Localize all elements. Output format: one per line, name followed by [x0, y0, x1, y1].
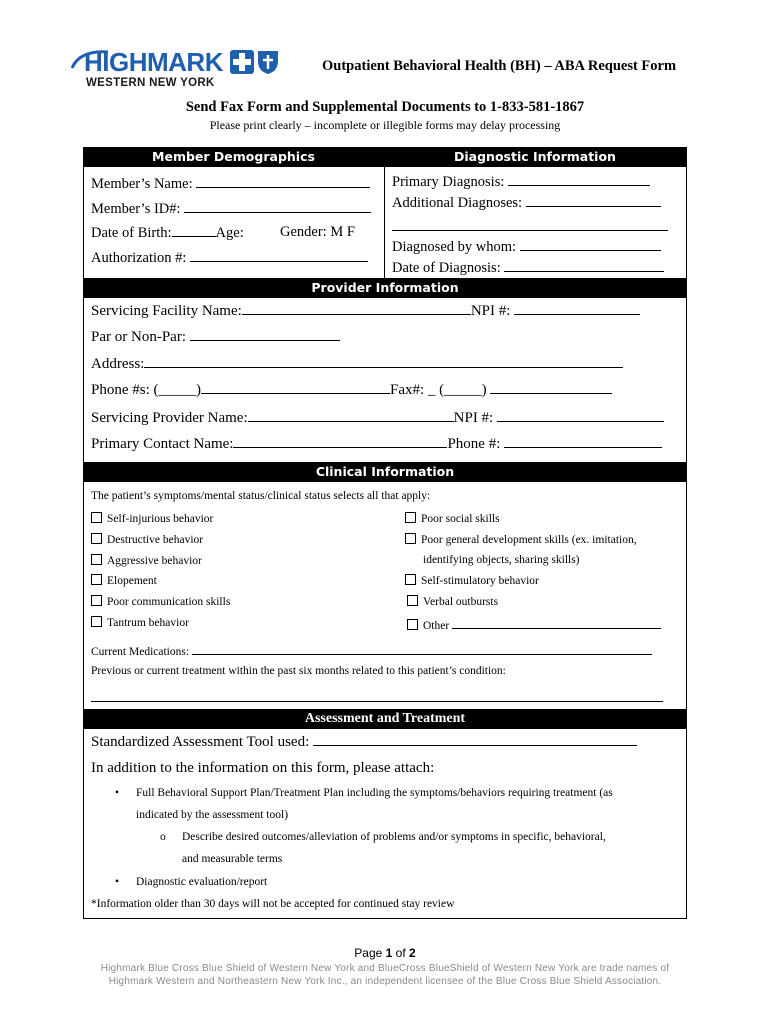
medications-field[interactable] — [91, 642, 652, 658]
bullet-icon: • — [115, 787, 120, 799]
checkbox-icon — [407, 619, 418, 630]
symptom-checkbox[interactable]: Tantrum behavior — [91, 616, 189, 629]
form-title: Outpatient Behavioral Health (BH) – ABA Request Form — [322, 58, 677, 74]
symptom-checkbox[interactable]: Elopement — [91, 574, 157, 587]
logo-main-text: HIGHMARK — [84, 47, 223, 77]
attachment-sub-item: Describe desired outcomes/alleviation of problems and/or symptoms in specific, behavioral, — [182, 831, 606, 843]
additional-diagnoses-field[interactable] — [392, 194, 661, 212]
company-logo — [70, 44, 285, 94]
additional-diagnoses-line[interactable] — [392, 230, 668, 231]
checkbox-icon — [91, 595, 102, 606]
address-label: Address: — [91, 356, 145, 372]
par-label: Par or Non-Par: — [91, 329, 186, 345]
clinical-information-heading: Clinical Information — [83, 462, 687, 482]
npi2-label: NPI #: — [453, 410, 494, 426]
checkbox-icon — [91, 616, 102, 627]
symptom-checkbox[interactable]: Poor social skills — [405, 512, 500, 525]
gender-field[interactable] — [280, 224, 355, 241]
member-name-label: Member’s Name: — [91, 176, 193, 192]
phone-label: Phone #s: (_____) — [91, 382, 201, 398]
checkbox-icon — [405, 533, 416, 544]
print-instruction: Please print clearly – incomplete or illegible forms may delay processing — [209, 118, 561, 132]
contact-name-field[interactable] — [91, 435, 662, 453]
blue-cross-icon — [230, 50, 254, 74]
assessment-tool-field[interactable] — [91, 733, 637, 751]
sub-bullet-icon: o — [160, 831, 166, 843]
symptom-checkbox[interactable]: Destructive behavior — [91, 533, 203, 546]
age-label: Age: — [215, 225, 244, 241]
address-field[interactable] — [91, 355, 623, 373]
symptom-checkbox[interactable]: Poor communication skills — [91, 595, 230, 608]
medications-label: Current Medications: — [91, 646, 190, 658]
symptom-checkbox[interactable]: Aggressive behavior — [91, 554, 202, 567]
symptom-continuation: identifying objects, sharing skills) — [423, 554, 580, 566]
clinical-intro: The patient’s symptoms/mental status/clinical status selects all that apply: — [91, 490, 431, 502]
legal-notice-line2: Highmark Western and Northeastern New York Inc., an independent licensee of the Blue Cross Blue Shield Association. — [108, 976, 662, 987]
phone-field[interactable] — [91, 381, 612, 399]
provider-name-field[interactable] — [91, 409, 664, 427]
blue-shield-icon — [257, 49, 279, 75]
attachment-item: Diagnostic evaluation/report — [136, 876, 268, 888]
page-number: Page 1 of 2 — [354, 946, 416, 960]
facility-name-label: Servicing Facility Name: — [91, 303, 242, 319]
diagnostic-information-heading: Diagnostic Information — [384, 147, 686, 167]
symptom-checkbox[interactable]: Poor general development skills (ex. imitation, — [405, 533, 637, 546]
contact-name-label: Primary Contact Name: — [91, 436, 234, 452]
additional-diagnoses-label: Additional Diagnoses: — [392, 195, 523, 211]
logo-sub-text: WESTERN NEW YORK — [86, 77, 215, 89]
checkbox-icon — [91, 512, 102, 523]
date-of-birth-field[interactable] — [91, 224, 244, 242]
member-name-field[interactable] — [91, 175, 370, 193]
primary-diagnosis-field[interactable] — [392, 173, 650, 191]
checkbox-icon — [407, 595, 418, 606]
bullet-icon: • — [115, 876, 120, 888]
gender-label: Gender: M F — [280, 224, 355, 240]
legal-notice-line1: Highmark Blue Cross Blue Shield of Western New York and BlueCross BlueShield of Western New York are trade names of — [100, 963, 670, 974]
member-demographics-heading: Member Demographics — [83, 147, 384, 167]
checkbox-icon — [91, 533, 102, 544]
fax-instruction: Send Fax Form and Supplemental Documents to 1-833-581-1867 — [185, 99, 585, 115]
symptom-checkbox[interactable]: Self-injurious behavior — [91, 512, 213, 525]
checkbox-icon — [91, 554, 102, 565]
attachment-item-cont: indicated by the assessment tool) — [136, 809, 289, 821]
previous-treatment-line[interactable] — [91, 701, 663, 702]
date-of-diagnosis-field[interactable] — [392, 259, 664, 277]
diagnosed-by-label: Diagnosed by whom: — [392, 239, 517, 255]
assessment-treatment-heading: Assessment and Treatment — [83, 709, 687, 729]
attachment-sub-item-cont: and measurable terms — [182, 853, 283, 865]
par-field[interactable] — [91, 328, 340, 346]
symptom-checkbox[interactable]: Self-stimulatory behavior — [405, 574, 539, 587]
member-id-label: Member’s ID#: — [91, 201, 181, 217]
provider-information-heading: Provider Information — [83, 278, 687, 298]
fax-label: Fax#: _ (_____) — [390, 382, 487, 398]
authorization-field[interactable] — [91, 249, 368, 267]
provider-name-label: Servicing Provider Name: — [91, 410, 248, 426]
npi-label: NPI #: — [470, 303, 511, 319]
checkbox-icon — [405, 574, 416, 585]
information-note: *Information older than 30 days will not be accepted for continued stay review — [91, 898, 455, 910]
diagnosed-by-field[interactable] — [392, 238, 661, 256]
checkbox-icon — [91, 574, 102, 585]
attachment-item: Full Behavioral Support Plan/Treatment Plan including the symptoms/behaviors requiring treatment (as — [136, 787, 613, 799]
other-symptom-field[interactable]: Other — [407, 616, 661, 632]
previous-treatment-label: Previous or current treatment within the past six months related to this patient’s condition: — [91, 665, 506, 677]
facility-name-field[interactable] — [91, 302, 640, 320]
phone2-label: Phone #: — [447, 436, 501, 452]
checkbox-icon — [405, 512, 416, 523]
assessment-tool-label: Standardized Assessment Tool used: — [91, 734, 310, 750]
authorization-label: Authorization #: — [91, 250, 187, 266]
attach-intro: In addition to the information on this form, please attach: — [91, 760, 435, 776]
symptom-checkbox[interactable]: Verbal outbursts — [407, 595, 498, 608]
member-id-field[interactable] — [91, 200, 371, 218]
primary-diagnosis-label: Primary Diagnosis: — [392, 174, 505, 190]
dob-label: Date of Birth: — [91, 225, 172, 241]
date-of-diagnosis-label: Date of Diagnosis: — [392, 260, 501, 276]
